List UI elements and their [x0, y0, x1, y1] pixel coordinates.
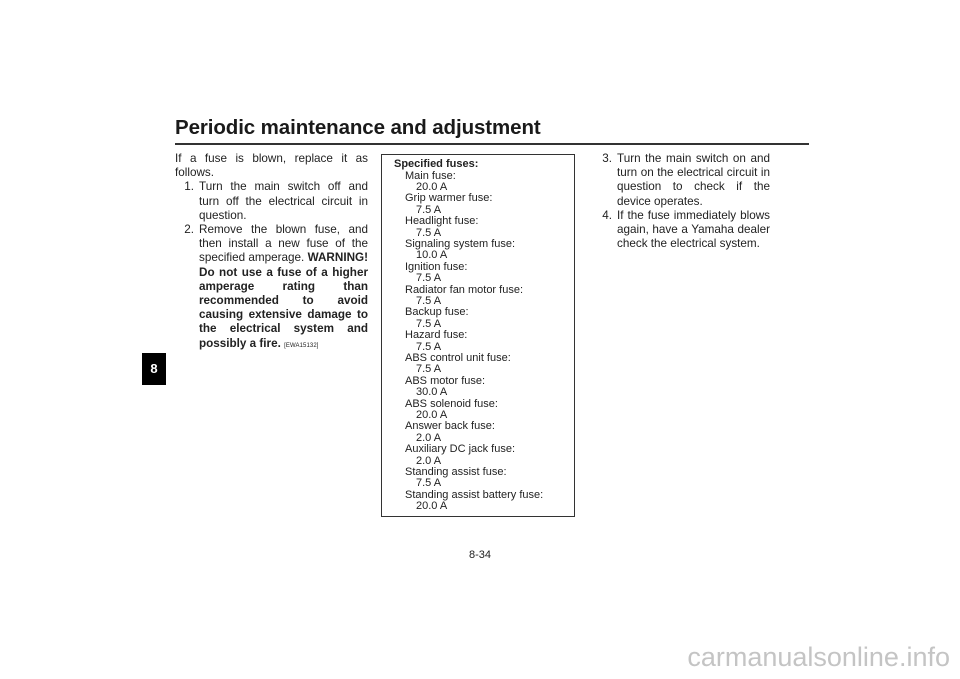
step-3: [593, 152, 770, 209]
spec-item-name: Grip warmer fuse:: [405, 192, 493, 205]
instructions-right-column: [593, 152, 770, 251]
step-2-number: 2.: [184, 223, 194, 237]
spec-item-name: Backup fuse:: [405, 306, 469, 319]
spec-item-name: Headlight fuse:: [405, 215, 479, 228]
step-1: [175, 180, 368, 223]
spec-item-value: 30.0 A: [416, 386, 448, 399]
step-2: [175, 223, 368, 353]
spec-item-name: Signaling system fuse:: [405, 237, 516, 250]
spec-item-value: 2.0 A: [416, 454, 442, 467]
spec-item-value: 7.5 A: [416, 340, 442, 353]
step-4: [593, 209, 770, 252]
step-4-number: 4.: [602, 208, 612, 222]
spec-item-name: ABS motor fuse:: [405, 374, 486, 387]
spec-item-name: Answer back fuse:: [405, 420, 495, 433]
step-1-text: Turn the main switch off and turn off the electrical circuit in question.: [199, 180, 368, 222]
spec-item-name: Standing assist battery fuse:: [405, 488, 544, 501]
spec-item-value: 20.0 A: [416, 409, 448, 422]
spec-item-value: 7.5 A: [416, 272, 442, 285]
spec-item-value: 7.5 A: [416, 294, 442, 307]
spec-item-value: 7.5 A: [416, 203, 442, 216]
spec-heading: Specified fuses:: [394, 158, 479, 170]
step-3-text: Turn the main switch on and turn on the electrical circuit in question to check if the device operates.: [617, 152, 770, 208]
site-watermark: carmanualsonline.info: [687, 642, 950, 672]
spec-item-value: 7.5 A: [416, 477, 442, 490]
spec-item-value: 7.5 A: [416, 317, 442, 330]
specified-fuses-box: [381, 154, 575, 517]
spec-item-name: ABS solenoid fuse:: [405, 397, 498, 410]
spec-item-value: 20.0 A: [416, 180, 448, 193]
spec-item-name: Radiator fan motor fuse:: [405, 283, 524, 296]
spec-item-value: 2.0 A: [416, 431, 442, 444]
spec-item-value: 7.5 A: [416, 363, 442, 376]
step-2-text: Remove the blown fuse, and then install a new fuse of the specified amperage.: [199, 223, 368, 265]
spec-item-name: Main fuse:: [405, 169, 456, 182]
intro-text: If a fuse is blown, replace it as follows.: [175, 152, 368, 180]
spec-item-name: Ignition fuse:: [405, 260, 468, 273]
spec-item-value: 20.0 A: [416, 500, 448, 513]
title-underline: [175, 143, 809, 145]
step-4-text: If the fuse immediately blows again, have a Yamaha dealer check the electrical system.: [617, 208, 770, 251]
step-3-number: 3.: [602, 152, 612, 165]
chapter-tab: 8: [142, 353, 166, 385]
spec-item-name: Standing assist fuse:: [405, 466, 507, 479]
spec-item-value: 10.0 A: [416, 249, 448, 262]
page-number: 8-34: [468, 549, 492, 561]
spec-list: [405, 171, 543, 513]
spec-item-name: ABS control unit fuse:: [405, 352, 511, 364]
warning-text: WARNING! Do not use a fuse of a higher amperage rating than recommended to avoid causing extensive damage to the electrical system and possibly a fire.: [199, 251, 368, 350]
spec-item-value: 7.5 A: [416, 226, 442, 239]
warning-code: [EWA15132]: [284, 342, 319, 349]
step-1-number: 1.: [184, 180, 194, 194]
spec-item-name: Auxiliary DC jack fuse:: [405, 443, 516, 456]
page-title: Periodic maintenance and adjustment: [175, 116, 541, 139]
step-2-body: [199, 223, 368, 353]
instructions-left-column: [175, 152, 368, 353]
spec-item-name: Hazard fuse:: [405, 329, 468, 342]
